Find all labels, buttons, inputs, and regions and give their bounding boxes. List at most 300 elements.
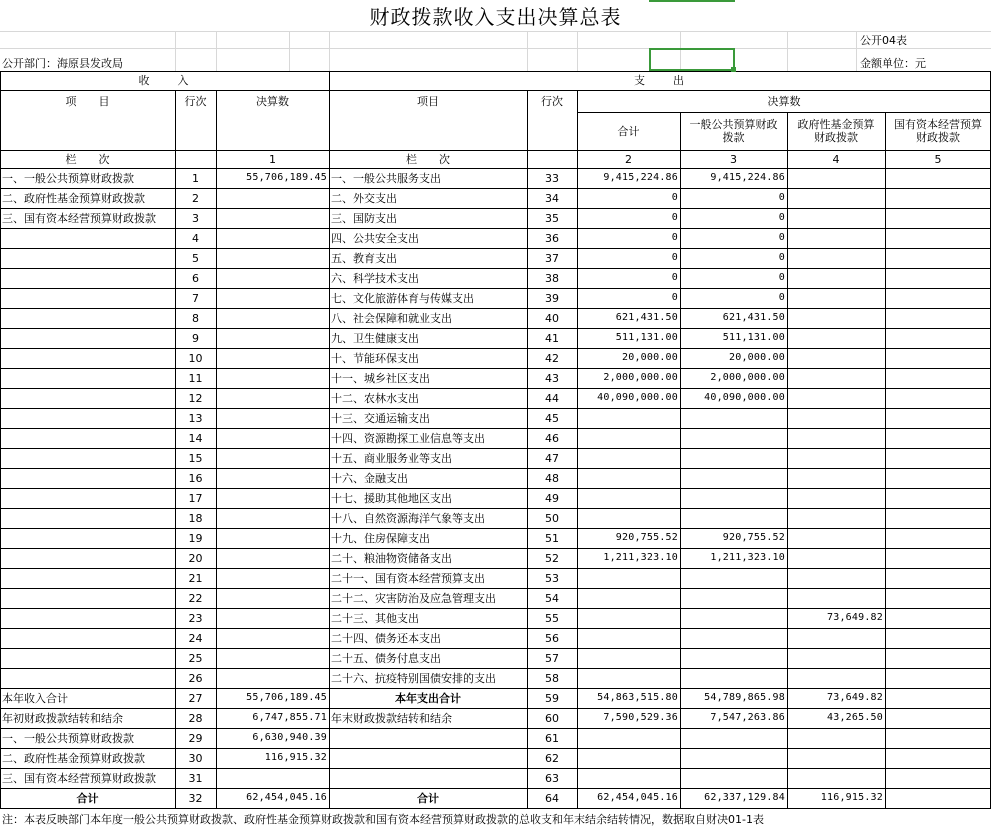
gridline	[856, 31, 857, 71]
income-item: 本年收入合计	[2, 691, 68, 705]
income-item	[2, 508, 173, 528]
grid-line	[577, 90, 578, 809]
expense-state-capital	[887, 768, 989, 788]
expense-total: 7,590,529.36	[603, 712, 678, 723]
income-item	[2, 488, 173, 508]
expense-total	[579, 728, 678, 748]
expense-gov-fund: 73,649.82	[827, 612, 883, 623]
expense-general	[682, 488, 785, 508]
expense-gov-fund	[789, 768, 883, 788]
expense-state-capital	[887, 208, 989, 228]
expense-item: 四、公共安全支出	[331, 231, 419, 245]
expense-row-no: 34	[545, 191, 559, 205]
income-row-no: 28	[188, 711, 203, 725]
expense-general: 920,755.52	[722, 532, 785, 543]
expense-row-no: 33	[545, 171, 559, 185]
expense-state-capital	[887, 408, 989, 428]
expense-item	[331, 768, 525, 788]
income-row-no: 1	[192, 171, 199, 185]
income-item-header: 项 目	[65, 94, 110, 108]
expense-total	[579, 628, 678, 648]
income-item	[2, 268, 173, 288]
expense-total	[579, 448, 678, 468]
income-row-no: 11	[188, 371, 203, 385]
income-row-no: 19	[188, 531, 203, 545]
expense-gov-fund	[789, 228, 883, 248]
expense-row-no: 63	[545, 771, 559, 785]
income-row-no: 29	[188, 731, 203, 745]
income-row-no: 3	[192, 211, 199, 225]
expense-row-no: 64	[545, 791, 559, 805]
income-item	[2, 628, 173, 648]
income-amount	[218, 388, 327, 408]
page-title: 财政拨款收入支出决算总表	[369, 5, 622, 29]
expense-state-capital	[887, 428, 989, 448]
expense-general	[682, 748, 785, 768]
expense-total	[579, 768, 678, 788]
expense-total	[579, 648, 678, 668]
income-amount: 116,915.32	[264, 752, 327, 763]
income-row-no: 15	[188, 451, 203, 465]
expense-state-capital	[887, 248, 989, 268]
income-amount	[218, 348, 327, 368]
expense-total: 0	[671, 292, 678, 303]
income-item	[2, 468, 173, 488]
income-amount	[218, 188, 327, 208]
income-item	[2, 348, 173, 368]
income-item	[2, 528, 173, 548]
expense-state-capital	[887, 348, 989, 368]
income-amount	[218, 208, 327, 228]
expense-state-capital	[887, 448, 989, 468]
expense-general: 621,431.50	[722, 312, 785, 323]
income-amount: 6,630,940.39	[252, 732, 327, 743]
expense-state-capital	[887, 688, 989, 708]
expense-general: 0	[778, 212, 785, 223]
expense-item: 年末财政拨款结转和结余	[331, 711, 452, 725]
expense-state-capital	[887, 628, 989, 648]
expense-state-capital	[887, 468, 989, 488]
expense-rowno-header: 行次	[541, 94, 563, 108]
state-capital-header: 国有资本经营预算财政拨款	[894, 118, 982, 144]
expense-state-capital	[887, 368, 989, 388]
expense-state-capital	[887, 508, 989, 528]
expense-item: 二十、粮油物资储备支出	[331, 551, 452, 565]
expense-item: 十、节能环保支出	[331, 351, 419, 365]
expense-gov-fund	[789, 288, 883, 308]
income-item	[2, 428, 173, 448]
expense-state-capital	[887, 188, 989, 208]
income-amount	[218, 468, 327, 488]
expense-item: 一、一般公共服务支出	[331, 171, 441, 185]
income-row-no: 9	[192, 331, 199, 345]
expense-col-3: 3	[730, 152, 737, 166]
expense-col-2: 2	[625, 152, 632, 166]
expense-row-no: 54	[545, 591, 559, 605]
gridline	[577, 31, 578, 71]
income-amount	[218, 428, 327, 448]
income-amount-header: 决算数	[256, 94, 289, 108]
expense-total: 621,431.50	[615, 312, 678, 323]
expense-item: 十九、住房保障支出	[331, 531, 430, 545]
gov-fund-header: 政府性基金预算财政拨款	[797, 118, 875, 144]
income-item	[2, 228, 173, 248]
expense-item: 十一、城乡社区支出	[331, 371, 430, 385]
expense-item: 本年支出合计	[395, 691, 461, 705]
expense-row-no: 50	[545, 511, 559, 525]
grid-line	[0, 71, 1, 809]
expense-item: 三、国防支出	[331, 211, 397, 225]
income-item: 三、国有资本经营预算财政拨款	[2, 211, 156, 225]
expense-row-no: 56	[545, 631, 559, 645]
expense-general: 511,131.00	[722, 332, 785, 343]
expense-gov-fund	[789, 588, 883, 608]
expense-total	[579, 748, 678, 768]
expense-item: 二十一、国有资本经营预算支出	[331, 571, 485, 585]
expense-general: 40,090,000.00	[704, 392, 785, 403]
expense-row-no: 61	[545, 731, 559, 745]
grid-line	[0, 808, 991, 809]
income-item	[2, 668, 173, 688]
income-amount	[218, 288, 327, 308]
department-label: 公开部门：海原县发改局	[2, 56, 123, 70]
expense-item: 二十五、债务付息支出	[331, 651, 441, 665]
income-item	[2, 648, 173, 668]
general-header: 一般公共预算财政拨款	[689, 118, 778, 144]
expense-row-no: 48	[545, 471, 559, 485]
expense-general: 2,000,000.00	[710, 372, 785, 383]
expense-state-capital	[887, 328, 989, 348]
income-item	[2, 548, 173, 568]
expense-general	[682, 448, 785, 468]
expense-general	[682, 628, 785, 648]
income-amount	[218, 408, 327, 428]
expense-gov-fund	[789, 188, 883, 208]
expense-gov-fund	[789, 308, 883, 328]
income-row-no: 26	[188, 671, 203, 685]
income-amount	[218, 488, 327, 508]
expense-item: 十八、自然资源海洋气象等支出	[331, 511, 485, 525]
income-row-no: 21	[188, 571, 203, 585]
income-row-no: 4	[192, 231, 199, 245]
expense-state-capital	[887, 788, 989, 808]
income-row-no: 13	[188, 411, 203, 425]
expense-general	[682, 648, 785, 668]
income-item	[2, 308, 173, 328]
expense-state-capital	[887, 388, 989, 408]
expense-gov-fund	[789, 368, 883, 388]
expense-gov-fund	[789, 208, 883, 228]
expense-total: 54,863,515.80	[597, 692, 678, 703]
income-item: 年初财政拨款结转和结余	[2, 711, 123, 725]
grid-line	[175, 90, 176, 809]
expense-item: 十二、农林水支出	[331, 391, 419, 405]
gridline	[329, 31, 330, 71]
expense-gov-fund	[789, 668, 883, 688]
expense-gov-fund: 116,915.32	[820, 792, 883, 803]
income-col-1: 1	[269, 152, 276, 166]
expense-total	[579, 668, 678, 688]
expense-gov-fund	[789, 448, 883, 468]
expense-state-capital	[887, 668, 989, 688]
expense-row-no: 41	[545, 331, 559, 345]
expense-gov-fund	[789, 388, 883, 408]
expense-total: 0	[671, 272, 678, 283]
expense-gov-fund	[789, 648, 883, 668]
income-row-no: 6	[192, 271, 199, 285]
income-row-no: 12	[188, 391, 203, 405]
expense-item: 二十六、抗疫特别国债安排的支出	[331, 671, 496, 685]
expense-row-no: 37	[545, 251, 559, 265]
expense-gov-fund	[789, 468, 883, 488]
grid-line	[329, 71, 330, 809]
income-row-no: 32	[188, 791, 203, 805]
expense-item: 五、教育支出	[331, 251, 397, 265]
expense-item: 二十二、灾害防治及应急管理支出	[331, 591, 496, 605]
expense-total: 40,090,000.00	[597, 392, 678, 403]
expense-gov-fund	[789, 548, 883, 568]
expense-item: 十六、金融支出	[331, 471, 408, 485]
expense-total: 0	[671, 252, 678, 263]
expense-row-no: 49	[545, 491, 559, 505]
expense-item: 七、文化旅游体育与传媒支出	[331, 291, 474, 305]
expense-general	[682, 468, 785, 488]
expense-state-capital	[887, 708, 989, 728]
expense-gov-fund	[789, 488, 883, 508]
income-item	[2, 408, 173, 428]
income-item	[2, 568, 173, 588]
expense-total: 511,131.00	[615, 332, 678, 343]
expense-gov-fund	[789, 508, 883, 528]
expense-gov-fund	[789, 568, 883, 588]
expense-row-no: 59	[545, 691, 559, 705]
expense-row-no: 38	[545, 271, 559, 285]
expense-state-capital	[887, 268, 989, 288]
expense-general	[682, 608, 785, 628]
grid-line	[680, 112, 681, 809]
expense-state-capital	[887, 548, 989, 568]
income-row-no: 27	[188, 691, 203, 705]
income-item: 二、政府性基金预算财政拨款	[2, 751, 145, 765]
expense-gov-fund	[789, 168, 883, 188]
income-item: 二、政府性基金预算财政拨款	[2, 191, 145, 205]
expense-gov-fund: 73,649.82	[827, 692, 883, 703]
expense-item: 六、科学技术支出	[331, 271, 419, 285]
expense-row-no: 43	[545, 371, 559, 385]
expense-total: 62,454,045.16	[597, 792, 678, 803]
expense-total: 920,755.52	[615, 532, 678, 543]
expense-state-capital	[887, 288, 989, 308]
expense-state-capital	[887, 308, 989, 328]
expense-total: 1,211,323.10	[603, 552, 678, 563]
income-item: 一、一般公共预算财政拨款	[2, 731, 134, 745]
income-row-no: 8	[192, 311, 199, 325]
income-amount: 62,454,045.16	[246, 792, 327, 803]
income-row-no: 17	[188, 491, 203, 505]
expense-state-capital	[887, 648, 989, 668]
income-item	[2, 448, 173, 468]
expense-item: 十四、资源勘探工业信息等支出	[331, 431, 485, 445]
expense-total	[579, 588, 678, 608]
expense-item: 合计	[417, 791, 439, 805]
gridline	[527, 31, 528, 71]
expense-item: 八、社会保障和就业支出	[331, 311, 452, 325]
income-item	[2, 288, 173, 308]
expense-total	[579, 568, 678, 588]
income-row-no: 14	[188, 431, 203, 445]
income-row-no: 25	[188, 651, 203, 665]
income-item	[2, 328, 173, 348]
income-amount	[218, 248, 327, 268]
expense-general	[682, 508, 785, 528]
expense-general: 0	[778, 292, 785, 303]
income-amount	[218, 588, 327, 608]
income-amount	[218, 768, 327, 788]
expense-state-capital	[887, 168, 989, 188]
expense-general: 0	[778, 192, 785, 203]
expense-total	[579, 408, 678, 428]
income-item	[2, 608, 173, 628]
expense-state-capital	[887, 528, 989, 548]
expense-row-no: 47	[545, 451, 559, 465]
income-amount	[218, 548, 327, 568]
income-rowno-header: 行次	[184, 94, 207, 108]
income-amount	[218, 448, 327, 468]
expense-item: 十三、交通运输支出	[331, 411, 430, 425]
income-amount: 55,706,189.45	[246, 692, 327, 703]
expense-item-header: 项目	[417, 94, 439, 108]
expense-state-capital	[887, 228, 989, 248]
expense-amount-header: 决算数	[767, 94, 801, 108]
expense-total	[579, 468, 678, 488]
expense-gov-fund	[789, 428, 883, 448]
expense-row-no: 51	[545, 531, 559, 545]
expense-general: 0	[778, 252, 785, 263]
expense-general: 7,547,263.86	[710, 712, 785, 723]
income-amount	[218, 368, 327, 388]
total-header: 合计	[617, 124, 640, 138]
expense-row-no: 55	[545, 611, 559, 625]
income-item	[2, 368, 173, 388]
expense-general: 1,211,323.10	[710, 552, 785, 563]
income-amount	[218, 308, 327, 328]
expense-row-no: 36	[545, 231, 559, 245]
income-amount	[218, 228, 327, 248]
gridline	[787, 31, 788, 71]
expense-item: 九、卫生健康支出	[331, 331, 419, 345]
expense-total: 9,415,224.86	[603, 172, 678, 183]
income-item: 三、国有资本经营预算财政拨款	[2, 771, 156, 785]
grid-line	[787, 112, 788, 809]
expense-row-no: 62	[545, 751, 559, 765]
grid-line	[885, 112, 886, 809]
income-row-no: 23	[188, 611, 203, 625]
expense-general	[682, 568, 785, 588]
expense-item	[331, 748, 525, 768]
selected-cell[interactable]	[649, 48, 735, 71]
income-row-no: 20	[188, 551, 203, 565]
expense-state-capital	[887, 728, 989, 748]
expense-row-no: 35	[545, 211, 559, 225]
expense-item: 二、外交支出	[331, 191, 397, 205]
fill-handle[interactable]	[731, 67, 736, 72]
gridline	[0, 48, 991, 49]
expense-gov-fund	[789, 248, 883, 268]
expense-row-no: 40	[545, 311, 559, 325]
income-row-no: 24	[188, 631, 203, 645]
income-amount	[218, 328, 327, 348]
income-row-no: 30	[188, 751, 203, 765]
grid-line	[216, 90, 217, 809]
income-amount: 6,747,855.71	[252, 712, 327, 723]
expense-general: 62,337,129.84	[704, 792, 785, 803]
expense-row-no: 58	[545, 671, 559, 685]
expense-row-no: 39	[545, 291, 559, 305]
income-item	[2, 588, 173, 608]
expense-state-capital	[887, 488, 989, 508]
expense-col-5: 5	[934, 152, 942, 166]
income-row-no: 10	[188, 351, 203, 365]
expense-general	[682, 408, 785, 428]
income-row-no: 5	[192, 251, 199, 265]
income-amount	[218, 648, 327, 668]
expense-gov-fund	[789, 748, 883, 768]
expense-total: 0	[671, 192, 678, 203]
income-amount: 55,706,189.45	[246, 172, 327, 183]
expense-gov-fund	[789, 628, 883, 648]
income-row-no: 18	[188, 511, 203, 525]
expense-general	[682, 588, 785, 608]
income-item: 合计	[76, 791, 99, 805]
income-amount	[218, 508, 327, 528]
expense-row-no: 44	[545, 391, 559, 405]
income-header: 收 入	[138, 74, 191, 87]
income-row-no: 2	[192, 191, 199, 205]
expense-general: 0	[778, 232, 785, 243]
expense-row-no: 53	[545, 571, 559, 585]
income-row-no: 31	[188, 771, 203, 785]
income-item	[2, 248, 173, 268]
expense-total: 2,000,000.00	[603, 372, 678, 383]
expense-total: 0	[671, 212, 678, 223]
expense-general	[682, 728, 785, 748]
expense-gov-fund: 43,265.50	[827, 712, 883, 723]
expense-item: 十七、援助其他地区支出	[331, 491, 452, 505]
expense-general	[682, 428, 785, 448]
expense-general: 20,000.00	[729, 352, 785, 363]
expense-general: 0	[778, 272, 785, 283]
expense-item: 二十三、其他支出	[331, 611, 419, 625]
expense-state-capital	[887, 588, 989, 608]
expense-row-no: 57	[545, 651, 559, 665]
income-item	[2, 388, 173, 408]
expense-col-4: 4	[832, 152, 840, 166]
income-amount	[218, 608, 327, 628]
expense-row-no: 45	[545, 411, 559, 425]
expense-total	[579, 508, 678, 528]
income-item: 一、一般公共预算财政拨款	[2, 171, 134, 185]
expense-general	[682, 768, 785, 788]
expense-gov-fund	[789, 728, 883, 748]
income-amount	[218, 268, 327, 288]
income-col-label: 栏 次	[65, 152, 110, 166]
expense-total: 20,000.00	[622, 352, 678, 363]
expense-general	[682, 668, 785, 688]
income-row-no: 16	[188, 471, 203, 485]
expense-total	[579, 488, 678, 508]
expense-gov-fund	[789, 348, 883, 368]
gridline	[0, 31, 991, 32]
